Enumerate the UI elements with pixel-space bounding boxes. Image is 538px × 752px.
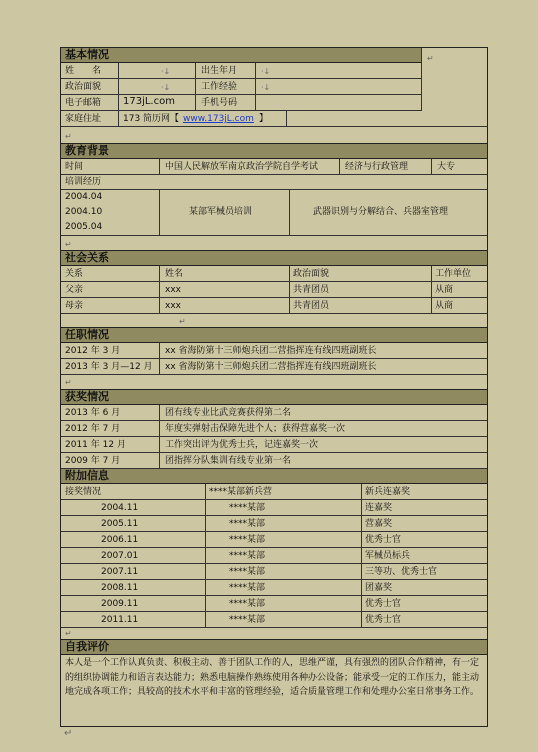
- additional-row: 2005.11 ****某部 营嘉奖: [61, 516, 487, 532]
- additional-row: 2004.11 ****某部 连嘉奖: [61, 500, 487, 516]
- additional-first-row: 接奖情况 ****某部新兵营 新兵连嘉奖: [61, 484, 487, 500]
- job-row: 2013 年 3 月—12 月 xx 省海防第十三师炮兵团二营指挥连有线四班副班长: [61, 359, 487, 375]
- basic-row-politics: 政治面貌 工作经验: [61, 79, 421, 95]
- address-link[interactable]: www.173jL.com: [183, 114, 254, 124]
- additional-row: 2011.11 ****某部 优秀士官: [61, 612, 487, 628]
- additional-row: 2007.01 ****某部 军械员标兵: [61, 548, 487, 564]
- social-row: 母亲 xxx 共青团员 从商: [61, 298, 487, 314]
- section-header-awards: 获奖情况: [61, 389, 487, 405]
- section-header-self: 自我评价: [61, 639, 487, 655]
- email-value: 173jL.com: [123, 96, 175, 107]
- award-row: 2013 年 6 月 团有线专业比武竞赛获得第二名: [61, 405, 487, 421]
- additional-row: 2007.11 ****某部 三等功、优秀士官: [61, 564, 487, 580]
- section-header-education: 教育背景: [61, 143, 487, 159]
- section-header-social: 社会关系: [61, 250, 487, 266]
- degree: 大专: [437, 162, 456, 172]
- resume-table: 基本情况 ↵ 姓 名 出生年月 政治面貌 工作经验 电子邮箱 173jL.com 手机号码 家庭住址 173 简历网【 www.173jL.com 】 ·↓ ·↓ ·↓ ·↓ ↵ 教育背景 时间 中国人民解放军南京政治学院自学考试 经济与行政管理 大专 培训经历 2004.04 2004.10 2005.04 某部军械员培训 武器识别与分解结合、兵器室管理 ↵ 社会关系 关系 姓名 政治面貌 工作单位 父亲 xxx 共青团员 从商 母亲 xxx 共青团员 从商 ↵ 任职情况 2012 年 3 月 xx 省海防第十三师炮兵团二营指挥连有线四班副班长 2013 年 3 月—12 月 xx 省海防第十三师炮兵团二营指挥连有线四班副班长 ↵ 获奖情况 2013 年 6 月 团有线专业比武竞赛获得第二名 2012 年 7 月 年度实弹射击保障先进个人；获得营嘉奖一次 2011 年 12 月 工作突出评为优秀士兵，记连嘉奖一次 2009 年 7 月 团指挥分队集训有线专业第一名 附加信息 接奖情况 ****某部新兵营 新兵连嘉奖 2004.11 ****某部 连嘉奖 2005.11 ****某部 营嘉奖 2006.11 ****某部 优秀士官 2007.01 ****某部 军械员标兵 2007.11 ****某部 三等功、优秀士官 2008.11 ****某部 团嘉奖 2009.11 ****某部 优秀士官 2011.11 ****某部 优秀士官 ↵ 自我评价 本人是一个工作认真负责、积极主动、善于团队工作的人，思维严谨，具有强烈的团队合作精神，有一定的组织协调能力和语言表达能力；熟悉电脑操作熟练使用各种办公设备；能承受一定的工作压力，能主动地完成各项工作；具较高的技术水平和丰富的管理经验，适合质量管理工作和处理办公室日常事务工作。: [60, 47, 488, 727]
- award-row: 2009 年 7 月 团指挥分队集训有线专业第一名: [61, 453, 487, 469]
- training-name: 某部军械员培训: [189, 207, 253, 217]
- job-row: 2012 年 3 月 xx 省海防第十三师炮兵团二营指挥连有线四班副班长: [61, 343, 487, 359]
- social-row: 父亲 xxx 共青团员 从商: [61, 282, 487, 298]
- social-header-row: 关系 姓名 政治面貌 工作单位: [61, 266, 487, 282]
- award-row: 2011 年 12 月 工作突出评为优秀士兵，记连嘉奖一次: [61, 437, 487, 453]
- education-row-training-detail: 2004.04 2004.10 2005.04 某部军械员培训 武器识别与分解结合、兵器室管理: [61, 190, 487, 236]
- basic-row-name: 姓 名 出生年月: [61, 63, 421, 79]
- education-row-time: 时间 中国人民解放军南京政治学院自学考试 经济与行政管理 大专: [61, 159, 487, 175]
- end-paragraph-mark: ↵: [64, 728, 73, 739]
- section-header-jobs: 任职情况: [61, 327, 487, 343]
- major: 经济与行政管理: [345, 162, 409, 172]
- additional-row: 2008.11 ****某部 团嘉奖: [61, 580, 487, 596]
- award-row: 2012 年 7 月 年度实弹射击保障先进个人；获得营嘉奖一次: [61, 421, 487, 437]
- additional-row: 2006.11 ****某部 优秀士官: [61, 532, 487, 548]
- school-name: 中国人民解放军南京政治学院自学考试: [165, 162, 319, 172]
- basic-row-email: 电子邮箱 173jL.com 手机号码: [61, 95, 421, 111]
- self-evaluation-text: 本人是一个工作认真负责、积极主动、善于团队工作的人，思维严谨，具有强烈的团队合作精神，有一定的组织协调能力和语言表达能力；熟悉电脑操作熟练使用各种办公设备；能承受一定的工作压力，能主动地完成各项工作；具较高的技术水平和丰富的管理经验，适合质量管理工作和处理办公室日常事务工作。: [65, 658, 480, 697]
- training-content: 武器识别与分解结合、兵器室管理: [313, 207, 449, 217]
- additional-row: 2009.11 ****某部 优秀士官: [61, 596, 487, 612]
- section-header-basic: 基本情况: [61, 48, 421, 63]
- basic-row-address: 家庭住址 173 简历网【 www.173jL.com 】: [61, 111, 487, 127]
- education-row-training: 培训经历: [61, 174, 487, 190]
- section-header-additional: 附加信息: [61, 469, 487, 484]
